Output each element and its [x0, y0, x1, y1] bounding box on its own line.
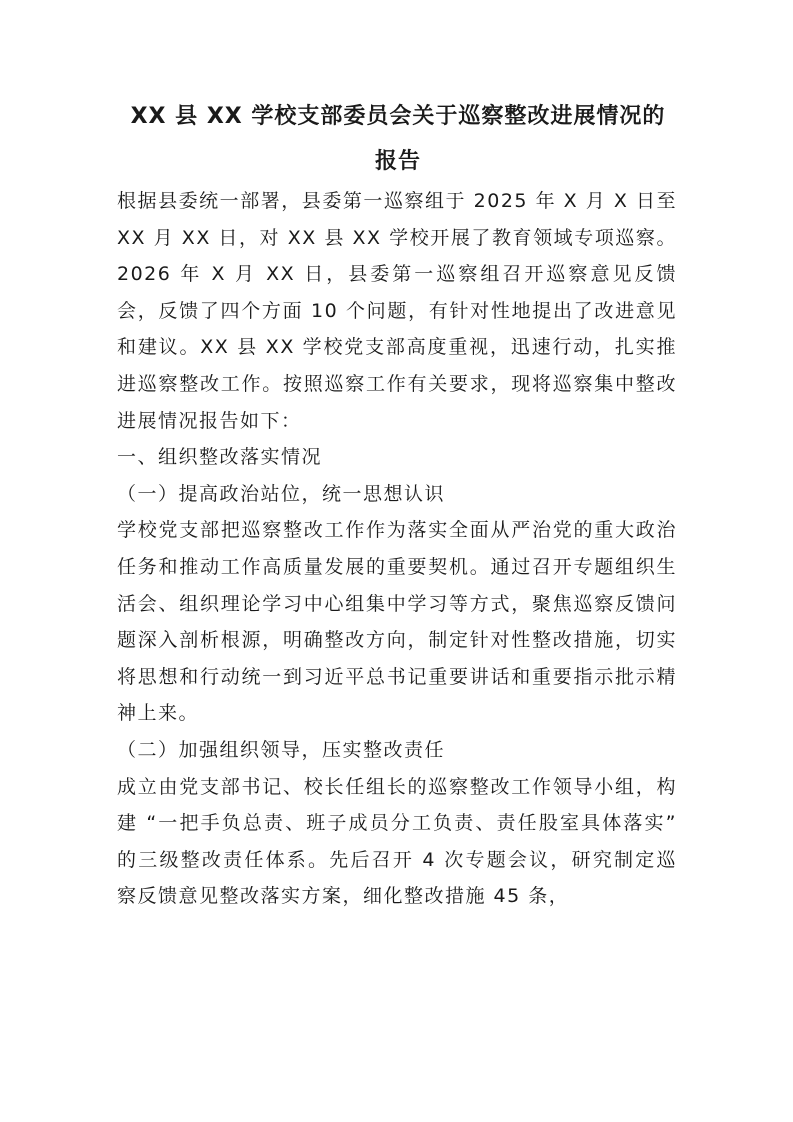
document-title-line-1: XX 县 XX 学校支部委员会关于巡察整改进展情况的 — [130, 104, 666, 129]
subsection-heading-2: （二）加强组织领导，压实整改责任 — [117, 738, 446, 761]
subsection-1-paragraph: 学校党支部把巡察整改工作作为落实全面从严治党的重大政治任务和推动工作高质量发展的重要契机。通过召开专题组织生活会、组织理论学习中心组集中学习等方式，聚焦巡察反馈问题深入剖析根源，明确整改方向，制定针对性整改措施，切实将思想和行动统一到习近平总书记重要讲话和重要指示批示精神上来。 — [117, 519, 677, 725]
intro-paragraph: 根据县委统一部署，县委第一巡察组于 2025 年 X 月 X 日至 XX 月 XX 日，对 XX 县 XX 学校开展了教育领域专项巡察。2026 年 X 月 XX 日，县委第一巡察组召开巡察意见反馈会，反馈了四个方面 10 个问题，有针对性地提出了改进意见和建议。XX 县 XX 学校党支部高度重视，迅速行动，扎实推进巡察整改工作。按照巡察工作有关要求，现将巡察集中整改进展情况报告如下： — [117, 190, 677, 432]
section-heading-1: 一、组织整改落实情况 — [117, 446, 323, 469]
document-title-line-2: 报告 — [374, 149, 421, 174]
document-body — [117, 183, 677, 915]
subsection-2-paragraph: 成立由党支部书记、校长任组长的巡察整改工作领导小组，构建 “一把手负总责、班子成员分工负责、责任股室具体落实” 的三级整改责任体系。先后召开 4 次专题会议，研究制定巡察反馈意见整改落实方案，细化整改措施 45 条， — [117, 775, 677, 908]
subsection-heading-1: （一）提高政治站位，统一思想认识 — [117, 482, 446, 505]
